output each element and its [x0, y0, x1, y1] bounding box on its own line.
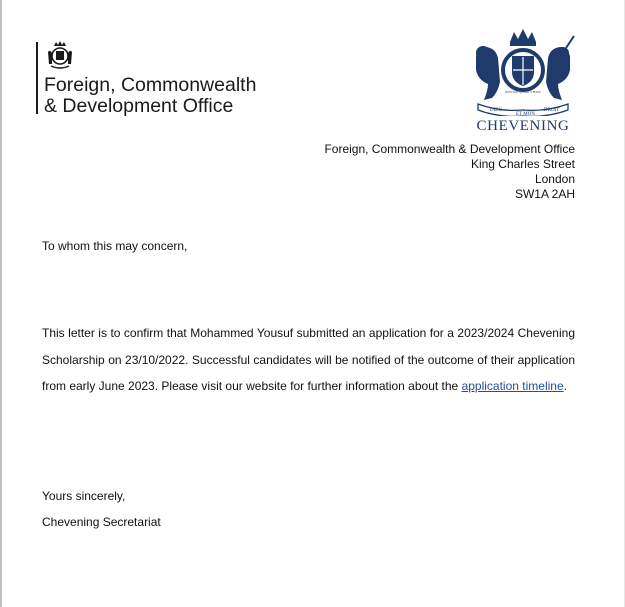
page-left-border [0, 0, 2, 607]
salutation: To whom this may concern, [42, 239, 188, 253]
fcdo-logo-line-1: Foreign, Commonwealth [44, 74, 257, 96]
chevening-crest-icon [470, 26, 576, 116]
address-line-1: Foreign, Commonwealth & Development Office [324, 142, 575, 156]
motto-right-text: DROIT [544, 108, 560, 113]
motto-left-text: DIEU [490, 108, 502, 113]
royal-crest-icon [45, 40, 75, 70]
motto-scroll-text: ET MON [516, 112, 535, 116]
application-timeline-link[interactable]: application timeline [461, 379, 564, 393]
letter-body-text: This letter is to confirm that Mohammed Yousuf submitted an application for a 2023/2024 Chevening Scholarship on 23/10/2022. Successful candidates will be notified of the outcome of their application from early June 2023. Please visit our website for further information about the [42, 326, 575, 393]
sender-address [324, 142, 575, 202]
garter-motto-text: HONI SOIT QUI MAL Y PENSE [505, 91, 541, 94]
signature: Chevening Secretariat [42, 515, 161, 529]
letter-body [42, 320, 575, 400]
chevening-wordmark: CHEVENING [476, 118, 570, 134]
address-line-2: King Charles Street [470, 157, 575, 171]
closing-line: Yours sincerely, [42, 489, 126, 503]
letter-closing [42, 483, 161, 535]
fcdo-logo-line-2: & Development Office [44, 95, 234, 117]
letter-body-end: . [563, 379, 567, 393]
address-line-4: SW1A 2AH [514, 187, 575, 201]
fcdo-logo-rule [36, 42, 38, 114]
address-line-3: London [534, 172, 575, 186]
